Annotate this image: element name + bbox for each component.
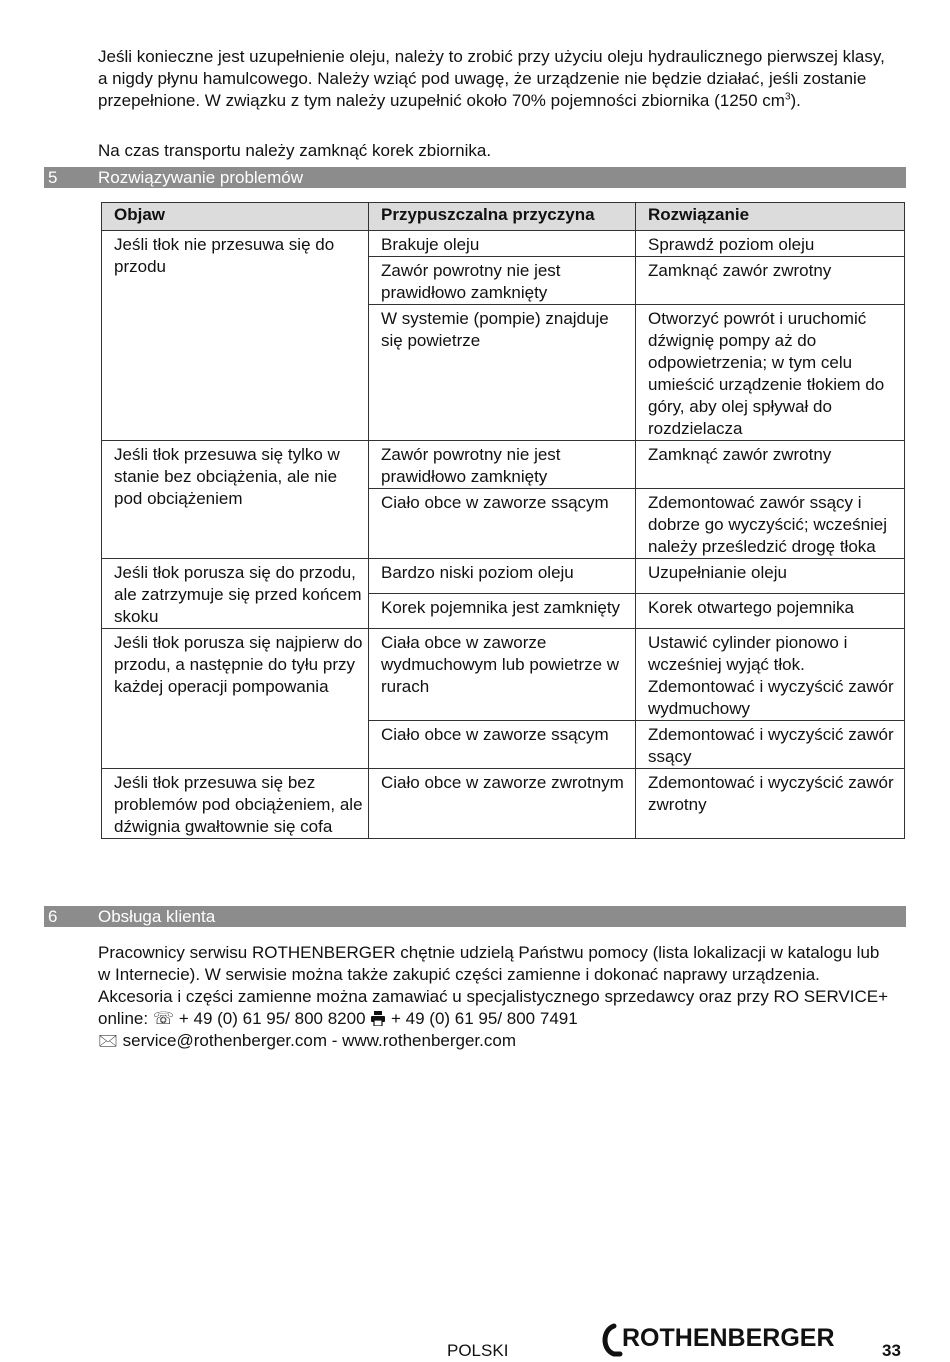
solution-cell: Uzupełnianie oleju — [636, 559, 905, 594]
section-heading-customer-service — [44, 906, 906, 927]
symptom-cell: Jeśli tłok przesuwa się tylko w stanie bez obciążenia, ale nie pod obciążeniem — [102, 441, 369, 559]
troubleshooting-table — [101, 202, 905, 839]
section-number: 6 — [48, 907, 58, 926]
cause-cell: Ciała obce w zaworze wydmuchowym lub powietrze w rurach — [369, 629, 636, 721]
footer-language: POLSKI — [447, 1341, 509, 1360]
solution-cell: Sprawdź poziom oleju — [636, 231, 905, 257]
solution-cell: Zdemontować i wyczyścić zawór zwrotny — [636, 769, 905, 839]
cause-cell: Bardzo niski poziom oleju — [369, 559, 636, 594]
phone-number: + 49 (0) 61 95/ 800 8200 — [178, 1009, 366, 1028]
cause-cell: Brakuje oleju — [369, 231, 636, 257]
logo-wordmark: ROTHENBERGER — [622, 1324, 835, 1352]
section-title: Rozwiązywanie problemów — [98, 168, 304, 187]
table-row — [102, 231, 905, 257]
separator: - — [331, 1031, 338, 1050]
solution-cell: Ustawić cylinder pionowo i wcześniej wyjąć tłok. Zdemontować i wyczyścić zawór wydmuchowy — [636, 629, 905, 721]
intro-paragraph-oil — [98, 46, 888, 112]
section-heading-troubleshooting — [44, 167, 906, 188]
table-row — [102, 559, 905, 594]
superscript-3: 3 — [784, 91, 791, 103]
fax-icon — [370, 1011, 386, 1026]
email-link[interactable]: service@rothenberger.com — [122, 1031, 327, 1050]
service-paragraph — [98, 942, 890, 1052]
cause-cell: Ciało obce w zaworze ssącym — [369, 489, 636, 559]
cause-cell: W systemie (pompie) znajduje się powietrze — [369, 305, 636, 441]
table-row — [102, 629, 905, 721]
cause-cell: Ciało obce w zaworze zwrotnym — [369, 769, 636, 839]
symptom-cell: Jeśli tłok przesuwa się bez problemów pod obciążeniem, ale dźwignia gwałtownie się cofa — [102, 769, 369, 839]
cause-cell: Zawór powrotny nie jest prawidłowo zamknięty — [369, 441, 636, 489]
column-header-solution: Rozwiązanie — [636, 203, 905, 231]
solution-cell: Korek otwartego pojemnika — [636, 594, 905, 629]
solution-cell: Zdemontować zawór ssący i dobrze go wyczyścić; wcześniej należy prześledzić drogę tłoka — [636, 489, 905, 559]
envelope-icon: 🖂 — [98, 1031, 118, 1051]
cause-cell: Ciało obce w zaworze ssącym — [369, 721, 636, 769]
table-row — [102, 441, 905, 489]
section-number: 5 — [48, 168, 58, 187]
solution-cell: Zamknąć zawór zwrotny — [636, 441, 905, 489]
solution-cell: Zamknąć zawór zwrotny — [636, 257, 905, 305]
telephone-icon: ☏ — [152, 1009, 175, 1029]
website-link[interactable]: www.rothenberger.com — [342, 1031, 516, 1050]
solution-cell: Zdemontować i wyczyścić zawór ssący — [636, 721, 905, 769]
intro-paragraph-transport: Na czas transportu należy zamknąć korek zbiornika. — [98, 141, 492, 160]
solution-cell: Otworzyć powrót i uruchomić dźwignię pompy aż do odpowietrzenia; w tym celu umieścić urządzenie tłokiem do góry, aby olej spływał do rozdzielacza — [636, 305, 905, 441]
service-text: Pracownicy serwisu ROTHENBERGER chętnie udzielą Państwu pomocy (lista lokalizacji w katalogu lub w Internecie). W serwisie można także zakupić części zamienne i dokonać naprawy urządzenia. Akcesoria i części zamienne można zamawiać u specjalistycznego sprzedawcy oraz przy RO SERVICE+ online: — [98, 943, 889, 1028]
table-header-row — [102, 203, 905, 231]
intro-text-a: Jeśli konieczne jest uzupełnienie oleju, należy to zrobić przy użyciu oleju hydraulicznego pierwszej klasy, a nigdy płynu hamulcowego. Należy wziąć pod uwagę, że urządzenie nie będzie działać, jeśli zostanie przepełnione. W związku z tym należy uzupełnić około 70% pojemności zbiornika (1250 cm — [98, 47, 885, 110]
section-title: Obsługa klienta — [98, 907, 216, 926]
symptom-cell: Jeśli tłok nie przesuwa się do przodu — [102, 231, 369, 441]
fax-number: + 49 (0) 61 95/ 800 7491 — [391, 1009, 578, 1028]
cause-cell: Zawór powrotny nie jest prawidłowo zamknięty — [369, 257, 636, 305]
column-header-symptom: Objaw — [102, 203, 369, 231]
symptom-cell: Jeśli tłok porusza się najpierw do przodu, a następnie do tyłu przy każdej operacji pompowania — [102, 629, 369, 769]
table-row — [102, 769, 905, 839]
cause-cell: Korek pojemnika jest zamknięty — [369, 594, 636, 629]
page-number: 33 — [882, 1341, 901, 1360]
intro-text-b: ). — [790, 91, 801, 110]
symptom-cell: Jeśli tłok porusza się do przodu, ale zatrzymuje się przed końcem skoku — [102, 559, 369, 629]
column-header-cause: Przypuszczalna przyczyna — [369, 203, 636, 231]
rothenberger-logo — [600, 1320, 852, 1360]
